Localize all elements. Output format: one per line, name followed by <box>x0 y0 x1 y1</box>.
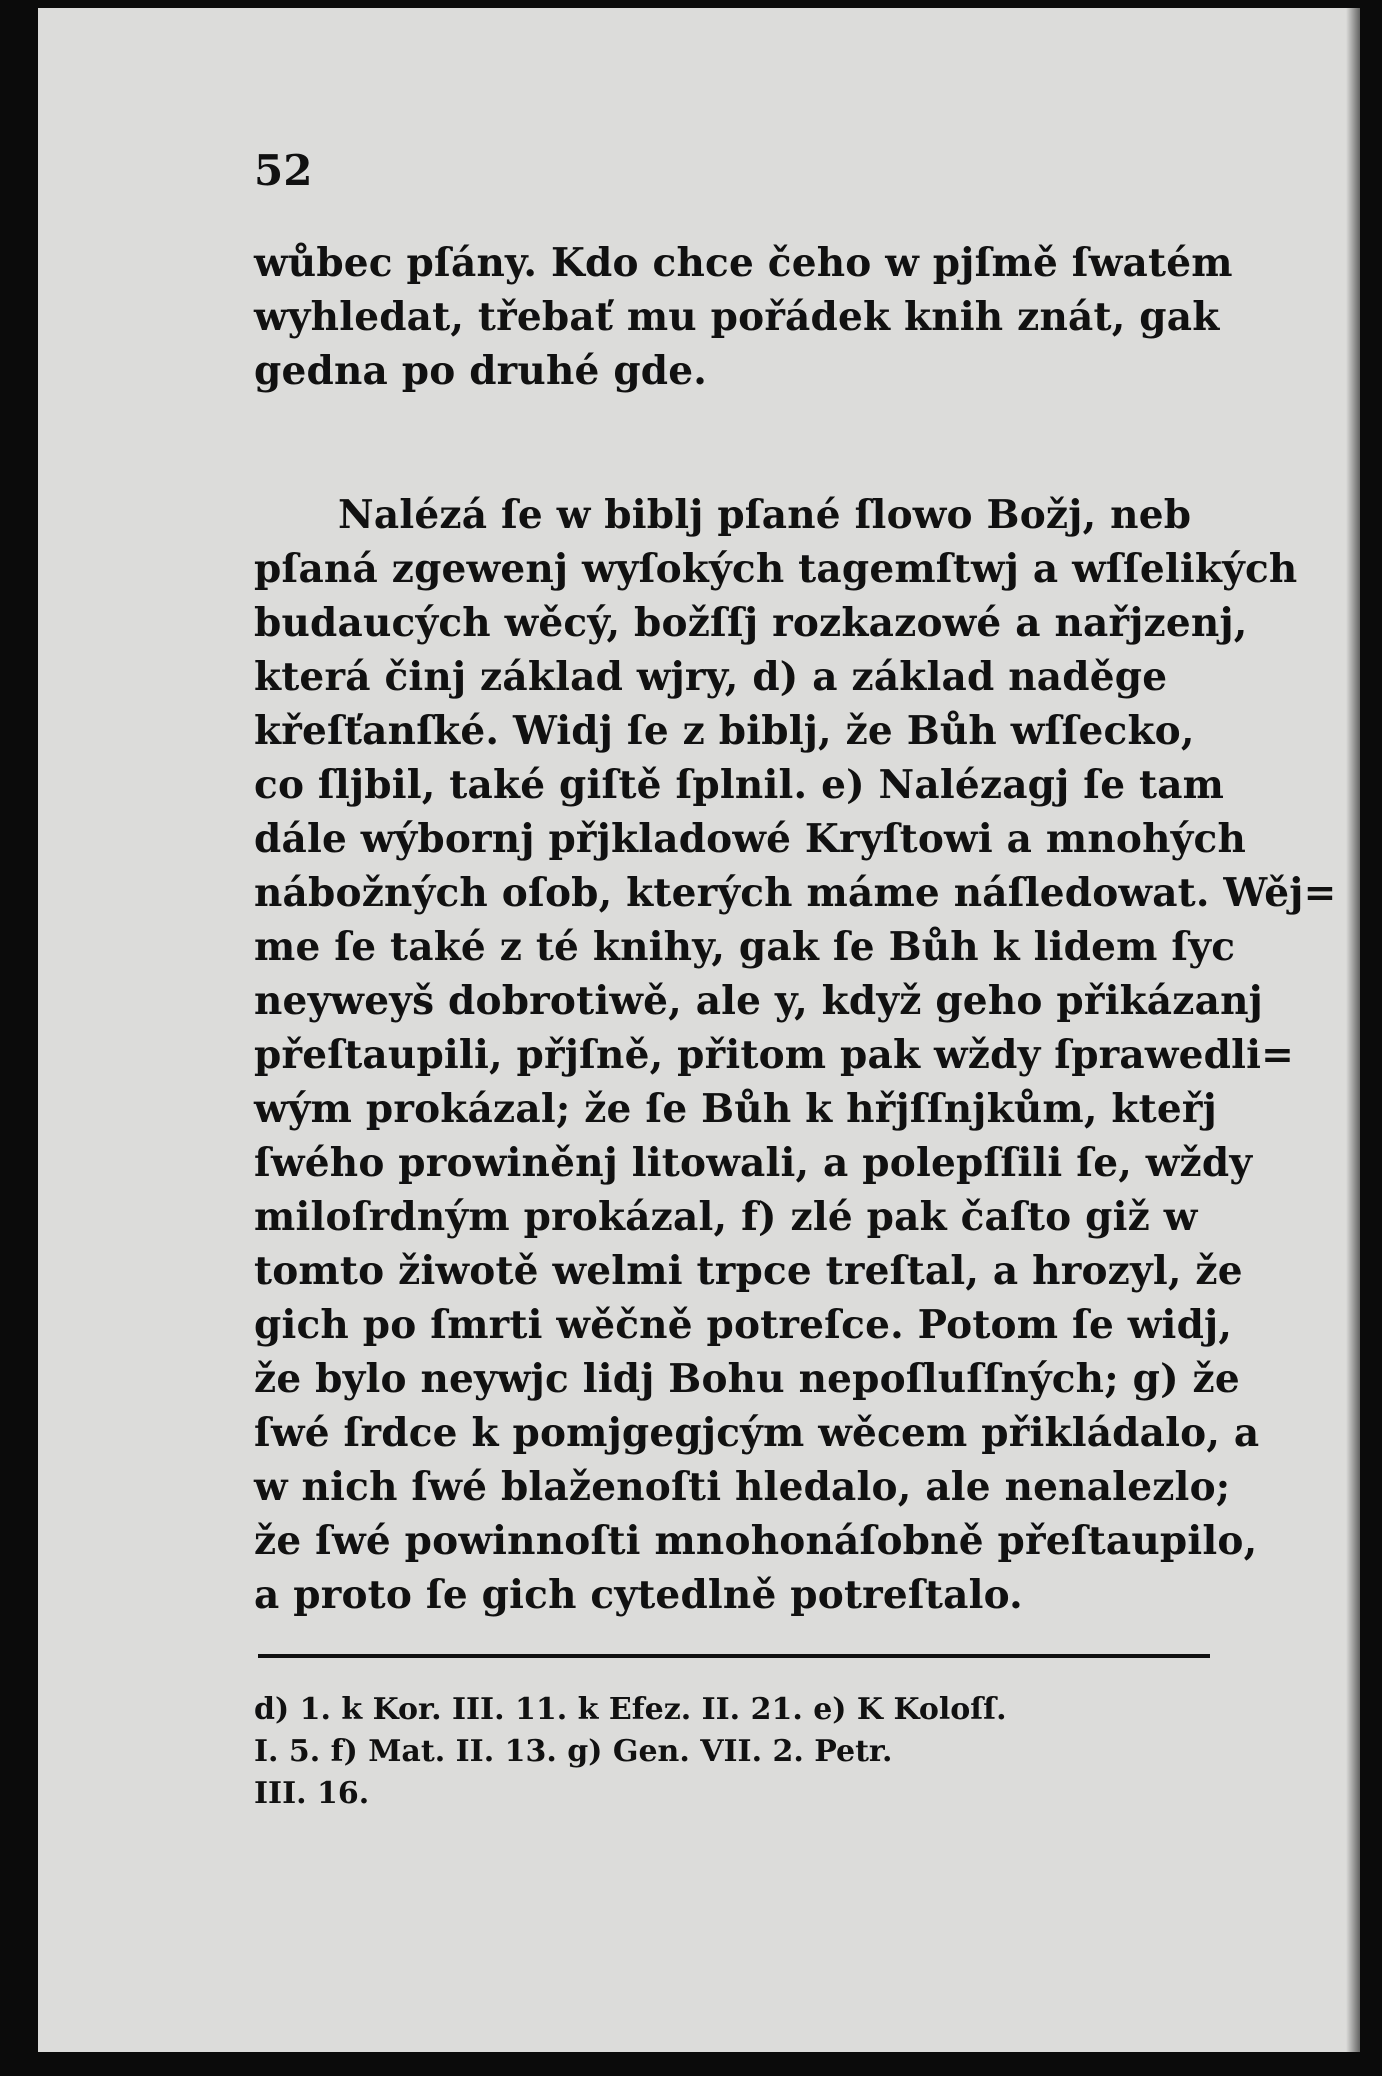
text-line: tomto žiwotě welmi trpce treſtal, a hrozyl, že <box>254 1248 1243 1294</box>
text-line: Nalézá ſe w biblj pſané ſlowo Božj, neb <box>338 492 1192 538</box>
text-line: která činj základ wjry, d) a základ naděge <box>254 654 1168 700</box>
text-line: že bylo neywjc lidj Bohu nepoſluſſných; g) že <box>254 1356 1240 1402</box>
text-line: me ſe také z té knihy, gak ſe Bůh k lidem ſyc <box>254 924 1236 970</box>
text-line: nábožných oſob, kterých máme náſledowat. Wěj= <box>254 870 1337 916</box>
footnote-line: III. 16. <box>254 1776 370 1811</box>
text-line: gich po ſmrti wěčně potreſce. Potom ſe widj, <box>254 1302 1233 1348</box>
footnote-divider <box>258 1654 1210 1658</box>
page-number: 52 <box>254 146 313 195</box>
text-line: w nich ſwé blaženoſti hledalo, ale nenalezlo; <box>254 1464 1231 1510</box>
text-line: wůbec pſány. Kdo chce čeho w pjſmě ſwatém <box>254 240 1233 286</box>
text-line: miloſrdným prokázal, f) zlé pak čaſto giž w <box>254 1194 1198 1240</box>
text-line: wyhledat, třebať mu pořádek knih znát, gak <box>254 294 1220 340</box>
text-line: wým prokázal; že ſe Bůh k hřjſſnjkům, kteřj <box>254 1086 1217 1132</box>
text-line: dále wýbornj přjkladowé Kryſtowi a mnohých <box>254 816 1247 862</box>
text-line: křeſťanſké. Widj ſe z biblj, že Bůh wſſecko, <box>254 708 1195 754</box>
text-line: budaucých wěcý, božſſj rozkazowé a nařjzenj, <box>254 600 1248 646</box>
text-line: že ſwé powinnoſti mnohonáſobně přeſtaupilo, <box>254 1518 1258 1564</box>
text-line: přeſtaupili, přjſně, přitom pak wždy ſprawedli= <box>254 1032 1295 1078</box>
text-line: gedna po druhé gde. <box>254 348 708 394</box>
text-line: neyweyš dobrotiwě, ale y, když geho přikázanj <box>254 978 1263 1024</box>
text-line: ſwé ſrdce k pomjgegjcým wěcem přikládalo, a <box>254 1410 1260 1456</box>
text-line: pſaná zgewenj wyſokých tagemſtwj a wſſelikých <box>254 546 1298 592</box>
text-line: co ſljbil, také giſtě ſplnil. e) Nalézagj ſe tam <box>254 762 1225 808</box>
footnote-line: I. 5. f) Mat. II. 13. g) Gen. VII. 2. Petr. <box>254 1734 893 1769</box>
footnote-line: d) 1. k Kor. III. 11. k Efez. II. 21. e) K Koloſſ. <box>254 1692 1007 1727</box>
text-line: ſwého prowiněnj litowali, a polepſſili ſe, wždy <box>254 1140 1253 1186</box>
text-line: a proto ſe gich cytedlně potreſtalo. <box>254 1572 1023 1618</box>
book-page <box>38 8 1360 2052</box>
